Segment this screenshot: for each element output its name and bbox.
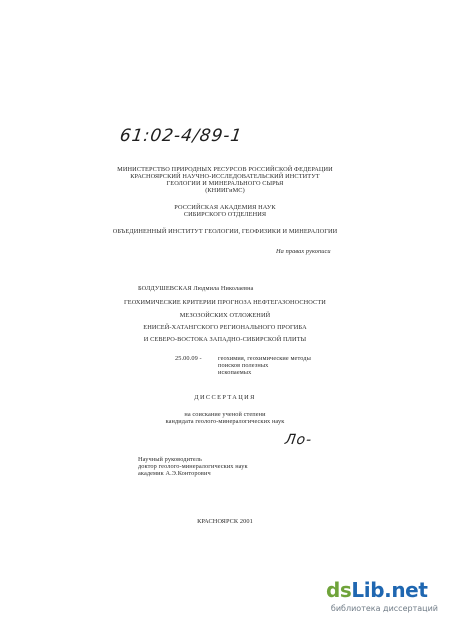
handwritten-code: 61:02-4/89-1 (118, 126, 244, 146)
ministry-line-2: КРАСНОЯРСКИЙ НАУЧНО-ИССЛЕДОВАТЕЛЬСКИЙ ИНСТИТУТ (130, 173, 320, 180)
ministry-line-1: МИНИСТЕРСТВО ПРИРОДНЫХ РЕСУРСОВ РОССИЙСКОЙ ФЕДЕРАЦИИ (117, 166, 333, 173)
watermark-brand-prefix: ds (326, 578, 352, 602)
thesis-title-line-1: ГЕОХИМИЧЕСКИЕ КРИТЕРИИ ПРОГНОЗА НЕФТЕГАЗОНОСНОСТИ (124, 299, 326, 306)
specialty-line-3: ископаемых (218, 369, 252, 376)
work-type: ДИССЕРТАЦИЯ (194, 394, 256, 401)
specialty-line-1: геохимия, геохимические методы (218, 355, 311, 362)
specialty-code: 25.00.09 - (175, 355, 202, 362)
author-name: БОЛДУШЕВСКАЯ Людмила Николаевна (138, 285, 254, 292)
ministry-line-4: (КНИИГиМС) (205, 187, 245, 194)
watermark-brand-suffix: Lib.net (351, 578, 428, 602)
supervisor-line-2: доктор геолого-минералогических наук (138, 463, 248, 470)
supervisor-line-1: Научный руководитель (138, 456, 203, 463)
city-year: КРАСНОЯРСК 2001 (197, 518, 253, 525)
thesis-title-line-3: ЕНИСЕЙ-ХАТАНГСКОГО РЕГИОНАЛЬНОГО ПРОГИБА (143, 324, 307, 331)
manuscript-note: На правах рукописи (276, 248, 331, 255)
thesis-title-line-2: МЕЗОЗОЙСКИХ ОТЛОЖЕНИЙ (179, 312, 271, 319)
academy-line-1: РОССИЙСКАЯ АКАДЕМИЯ НАУК (174, 204, 276, 211)
signature: Ло- (283, 432, 314, 448)
watermark-brand (326, 578, 428, 602)
degree-line-2: кандидата геолого-минералогических наук (165, 418, 285, 425)
academy-line-2: СИБИРСКОГО ОТДЕЛЕНИЯ (183, 211, 267, 218)
degree-line-1: на соискание ученой степени (184, 411, 266, 418)
dslib-watermark-logo (326, 578, 438, 618)
ministry-line-3: ГЕОЛОГИИ И МИНЕРАЛЬНОГО СЫРЬЯ (166, 180, 284, 187)
specialty-line-2: поисков полезных (218, 362, 269, 369)
supervisor-line-3: академик А.Э.Конторович (138, 470, 211, 477)
institute-name: ОБЪЕДИНЕННЫЙ ИНСТИТУТ ГЕОЛОГИИ, ГЕОФИЗИКИ И МИНЕРАЛОГИИ (112, 228, 338, 235)
thesis-title-line-4: И СЕВЕРО-ВОСТОКА ЗАПАДНО-СИБИРСКОЙ ПЛИТЫ (143, 336, 307, 343)
watermark-tagline: библиотека диссертаций (330, 604, 438, 613)
